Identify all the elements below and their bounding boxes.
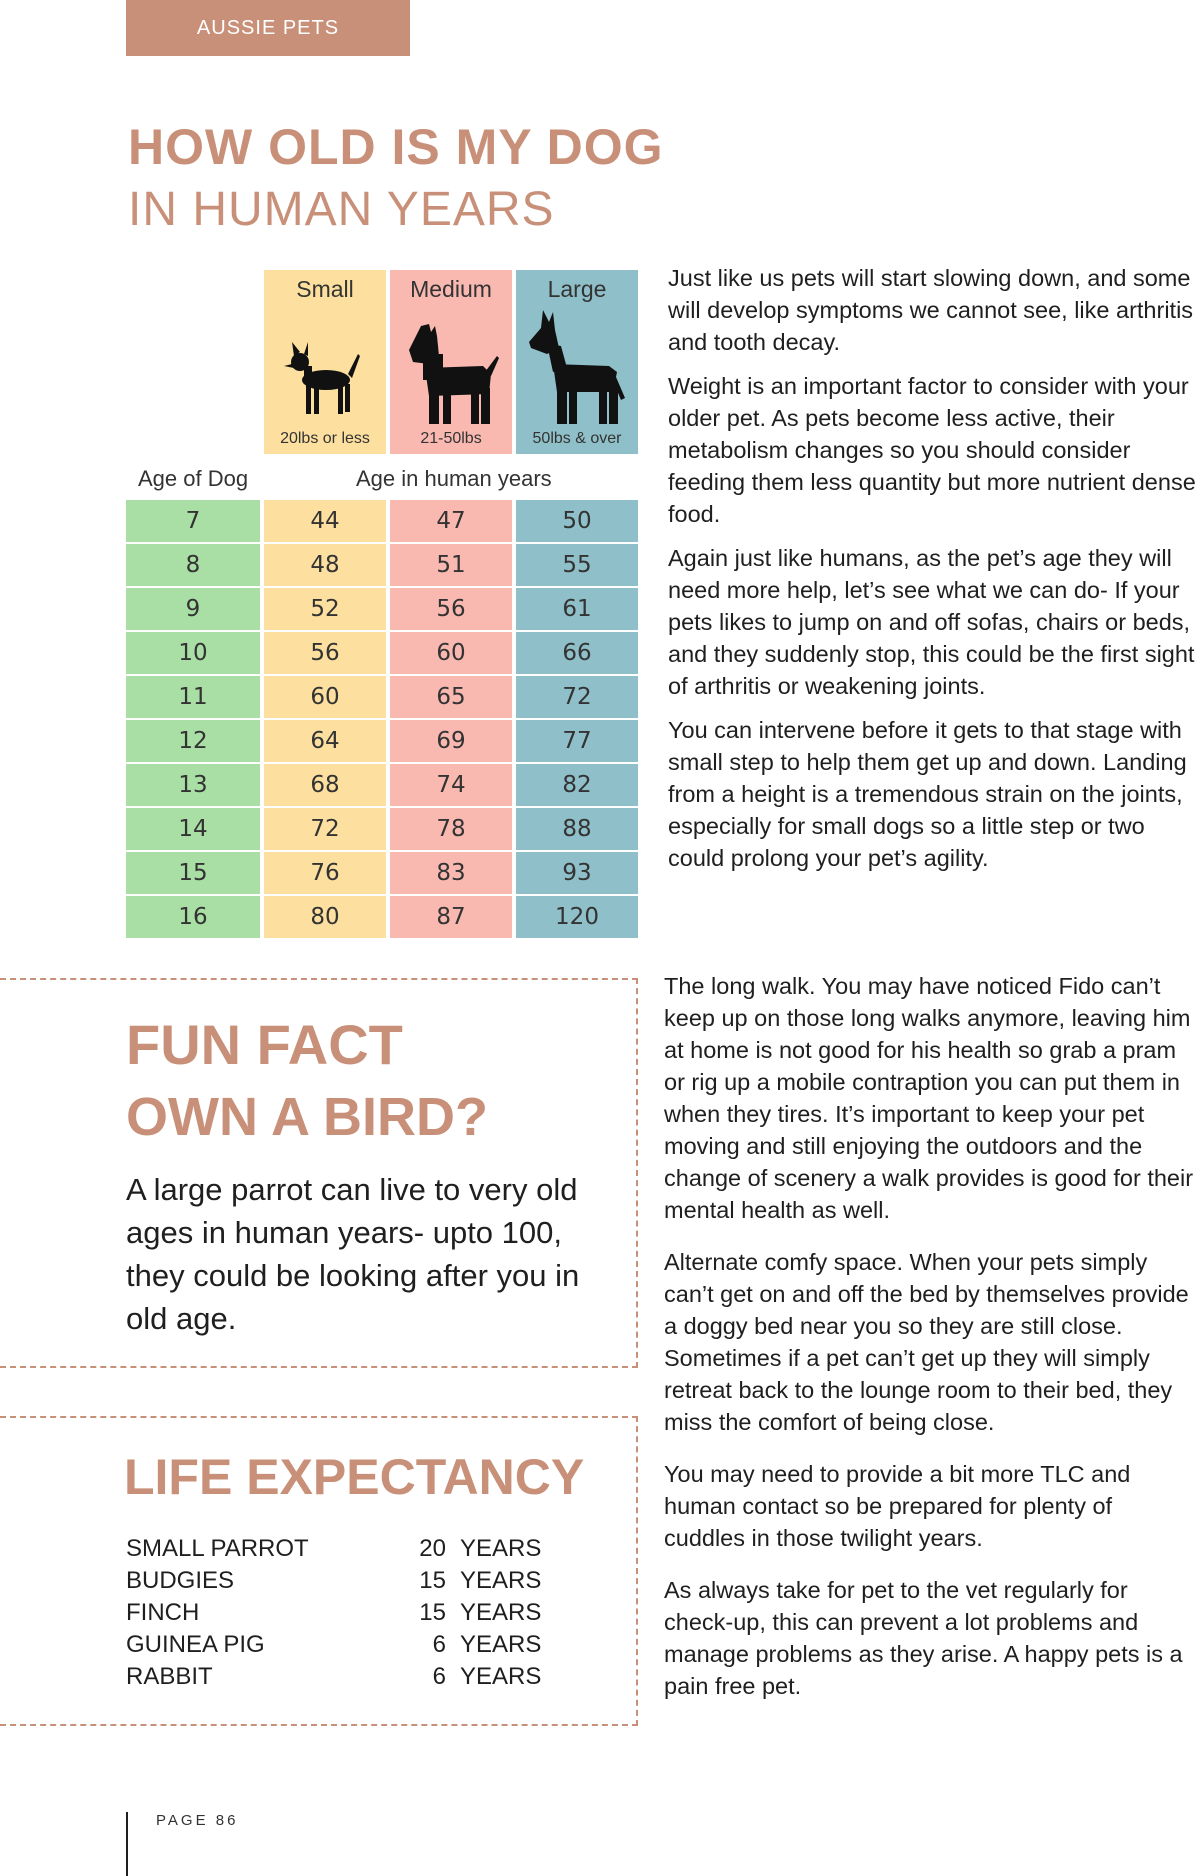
article-paragraph: Again just like humans, as the pet’s age they will need more help, let’s see what we can do- If your pets likes to jump on and off sofas, chairs or beds, and they suddenly stop, this could be the first sight of arthritis or weakening joints. (668, 545, 1195, 699)
table-row (126, 720, 640, 764)
human-age-cell: 120 (516, 896, 638, 940)
list-item (126, 1567, 546, 1599)
pet-name: GUINEA PIG (126, 1631, 265, 1658)
human-age-cell: 60 (264, 676, 386, 720)
human-age-cell: 87 (390, 896, 512, 940)
table-row (126, 500, 640, 544)
column-large (516, 270, 638, 454)
article-paragraph: As always take for pet to the vet regularly for check-up, this can prevent a lot problems and manage problems as they arise. A happy pets is a pain free pet. (664, 1577, 1183, 1699)
article-paragraph: Just like us pets will start slowing down, and some will develop symptoms we cannot see, like arthritis and tooth decay. (668, 265, 1194, 355)
table-row (126, 896, 640, 940)
column-small (264, 270, 386, 454)
dog-age-cell: 7 (126, 500, 260, 544)
human-age-cell: 64 (264, 720, 386, 764)
pet-years-unit: YEARS (460, 1663, 542, 1690)
pet-years-unit: YEARS (460, 1631, 542, 1658)
article-bottom (664, 970, 1198, 1722)
pet-years: 20 (419, 1535, 446, 1562)
pet-years: 6 (432, 1663, 446, 1690)
dog-age-cell: 15 (126, 852, 260, 896)
list-item (126, 1631, 546, 1663)
list-item (126, 1663, 546, 1695)
pet-name: BUDGIES (126, 1567, 235, 1594)
human-age-cell: 52 (264, 588, 386, 632)
pet-years: 15 (419, 1599, 446, 1626)
list-item (126, 1599, 546, 1631)
human-age-cell: 51 (390, 544, 512, 588)
page-title: HOW OLD IS MY DOG (128, 119, 664, 175)
large-dog-icon (521, 308, 633, 428)
pet-name: SMALL PARROT (126, 1535, 309, 1562)
fun-fact-subtitle: OWN A BIRD? (126, 1087, 488, 1147)
human-age-cell: 47 (390, 500, 512, 544)
article-paragraph: You may need to provide a bit more TLC and human contact so be prepared for plenty of cuddles in those twilight years. (664, 1461, 1131, 1551)
human-age-cell: 80 (264, 896, 386, 940)
table-row (126, 544, 640, 588)
life-expectancy-title: LIFE EXPECTANCY (124, 1449, 585, 1505)
human-age-cell: 68 (264, 764, 386, 808)
dog-age-cell: 12 (126, 720, 260, 764)
human-age-cell: 65 (390, 676, 512, 720)
human-age-cell: 74 (390, 764, 512, 808)
human-age-cell: 56 (264, 632, 386, 676)
table-row (126, 808, 640, 852)
column-small-name: Small (296, 276, 354, 302)
age-in-human-years-label: Age in human years (356, 466, 552, 491)
human-age-cell: 77 (516, 720, 638, 764)
human-age-cell: 56 (390, 588, 512, 632)
human-age-cell: 72 (516, 676, 638, 720)
human-age-cell: 50 (516, 500, 638, 544)
human-age-cell: 61 (516, 588, 638, 632)
table-row (126, 764, 640, 808)
page-subtitle: IN HUMAN YEARS (128, 183, 555, 236)
article-paragraph: Weight is an important factor to consider with your older pet. As pets become less active, their metabolism changes so you should consider feeding them less quantity but more nutrient dense food. (668, 373, 1196, 527)
human-age-cell: 83 (390, 852, 512, 896)
human-age-cell: 76 (264, 852, 386, 896)
life-expectancy-list (126, 1535, 546, 1695)
page-number: PAGE 86 (156, 1812, 239, 1829)
pet-years-unit: YEARS (460, 1567, 542, 1594)
human-age-cell: 60 (390, 632, 512, 676)
human-age-cell: 93 (516, 852, 638, 896)
page-divider (126, 1812, 128, 1876)
column-medium-name: Medium (410, 276, 492, 302)
article-top (668, 262, 1198, 886)
human-age-cell: 82 (516, 764, 638, 808)
table-row (126, 632, 640, 676)
pet-years: 15 (419, 1567, 446, 1594)
table-row (126, 676, 640, 720)
article-paragraph: You can intervene before it gets to that stage with small step to help them get up and down. Landing from a height is a tremendous strain on the joints, especially for small dogs so a little step or two could prolong your pet’s agility. (668, 717, 1187, 871)
list-item (126, 1535, 546, 1567)
column-small-weight: 20lbs or less (280, 430, 370, 447)
article-paragraph: The long walk. You may have noticed Fido can’t keep up on those long walks anymore, leaving him at home is not good for his health so grab a pram or rig up a mobile contraption you can put them in when they tires. It’s important to keep your pet moving and still enjoying the outdoors and the change of scenery a walk provides is good for their mental health as well. (664, 973, 1194, 1223)
human-age-cell: 55 (516, 544, 638, 588)
fun-fact-title: FUN FACT (126, 1013, 403, 1076)
human-age-cell: 72 (264, 808, 386, 852)
table-row (126, 852, 640, 896)
pet-name: RABBIT (126, 1663, 213, 1690)
human-age-cell: 66 (516, 632, 638, 676)
table-row (126, 588, 640, 632)
dog-age-cell: 10 (126, 632, 260, 676)
column-large-name: Large (547, 276, 607, 302)
dog-age-cell: 13 (126, 764, 260, 808)
dog-age-table (126, 270, 640, 940)
human-age-cell: 48 (264, 544, 386, 588)
age-of-dog-label: Age of Dog (138, 466, 249, 491)
column-medium (390, 270, 512, 454)
article-paragraph: Alternate comfy space. When your pets simply can’t get on and off the bed by themselves provide a doggy bed near you so they are still close. Sometimes if a pet can’t get up they will simply retreat back to the lounge room to their bed, they miss the comfort of being close. (664, 1249, 1189, 1435)
section-tag: AUSSIE PETS (126, 0, 410, 56)
human-age-cell: 44 (264, 500, 386, 544)
dog-age-cell: 9 (126, 588, 260, 632)
dog-age-grid (126, 500, 640, 940)
column-large-weight: 50lbs & over (532, 430, 622, 447)
pet-years-unit: YEARS (460, 1535, 542, 1562)
fun-fact-text: A large parrot can live to very old ages in human years- upto 100, they could be looking after you in old age. (126, 1172, 580, 1336)
small-dog-icon (282, 340, 368, 420)
dog-age-cell: 16 (126, 896, 260, 940)
pet-years-unit: YEARS (460, 1599, 542, 1626)
dog-age-cell: 8 (126, 544, 260, 588)
dog-age-cell: 14 (126, 808, 260, 852)
pet-name: FINCH (126, 1599, 200, 1626)
human-age-cell: 69 (390, 720, 512, 764)
dog-age-cell: 11 (126, 676, 260, 720)
medium-dog-icon (399, 320, 503, 430)
pet-years: 6 (432, 1631, 446, 1658)
column-medium-weight: 21-50lbs (420, 430, 482, 447)
human-age-cell: 78 (390, 808, 512, 852)
human-age-cell: 88 (516, 808, 638, 852)
